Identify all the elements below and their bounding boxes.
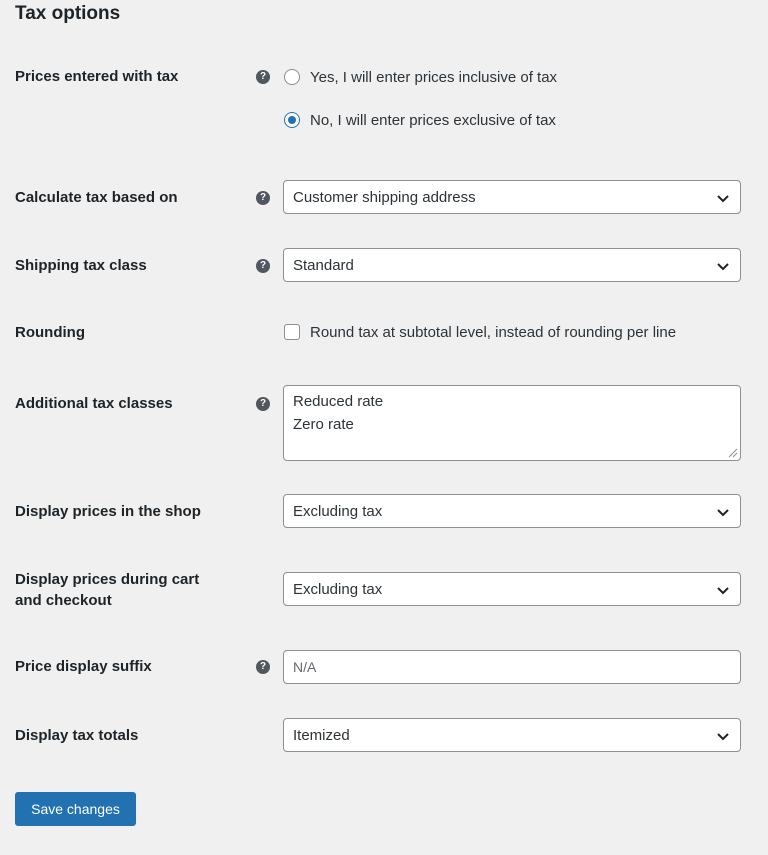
tax-class-line: Reduced rate [293, 393, 384, 410]
rounding-checkbox[interactable] [284, 324, 300, 340]
display-prices-cart-value: Excluding tax [293, 580, 383, 598]
display-prices-in-shop-label: Display prices in the shop [15, 503, 201, 520]
price-display-suffix-label: Price display suffix [15, 658, 152, 675]
chevron-down-icon [716, 259, 730, 273]
radio-exclusive-label: No, I will enter prices exclusive of tax [310, 111, 556, 129]
calculate-tax-based-on-select[interactable] [283, 180, 741, 214]
rounding-label: Rounding [15, 324, 85, 341]
calculate-tax-based-on-label: Calculate tax based on [15, 189, 178, 206]
tax-class-line: Zero rate [293, 416, 354, 433]
rounding-checkbox-label: Round tax at subtotal level, instead of rounding per line [310, 323, 677, 341]
display-prices-cart-label-line2: and checkout [15, 592, 112, 609]
chevron-down-icon [716, 191, 730, 205]
radio-exclusive[interactable] [284, 112, 300, 128]
radio-inclusive-option[interactable] [284, 67, 557, 87]
price-display-suffix-placeholder: N/A [293, 659, 317, 675]
help-icon[interactable]: ? [256, 660, 270, 674]
display-prices-in-shop-value: Excluding tax [293, 502, 383, 520]
additional-tax-classes-label: Additional tax classes [15, 395, 173, 412]
help-icon[interactable]: ? [256, 70, 270, 84]
shipping-tax-class-value: Standard [293, 256, 354, 274]
shipping-tax-class-label: Shipping tax class [15, 257, 147, 274]
radio-inclusive-label: Yes, I will enter prices inclusive of tax [310, 68, 558, 86]
additional-tax-classes-textarea[interactable] [283, 385, 741, 461]
display-tax-totals-value: Itemized [293, 726, 350, 744]
help-icon[interactable]: ? [256, 397, 270, 411]
chevron-down-icon [716, 505, 730, 519]
price-display-suffix-input[interactable] [283, 650, 741, 684]
display-tax-totals-label: Display tax totals [15, 727, 139, 744]
display-prices-cart-select[interactable] [283, 572, 741, 606]
help-icon[interactable]: ? [256, 191, 270, 205]
resize-grip-icon[interactable] [728, 448, 738, 458]
shipping-tax-class-select[interactable] [283, 248, 741, 282]
radio-exclusive-option[interactable] [284, 110, 556, 130]
calculate-tax-based-on-value: Customer shipping address [293, 188, 476, 206]
display-prices-in-shop-select[interactable] [283, 494, 741, 528]
prices-entered-with-tax-label: Prices entered with tax [15, 68, 179, 85]
save-changes-button[interactable]: Save changes [15, 792, 136, 826]
display-prices-cart-label [15, 569, 199, 611]
rounding-option[interactable] [284, 322, 676, 342]
display-tax-totals-select[interactable] [283, 718, 741, 752]
display-prices-cart-label-line1: Display prices during cart [15, 571, 200, 588]
radio-inclusive[interactable] [284, 69, 300, 85]
help-icon[interactable]: ? [256, 259, 270, 273]
chevron-down-icon [716, 729, 730, 743]
page-title: Tax options [15, 3, 121, 24]
chevron-down-icon [716, 583, 730, 597]
